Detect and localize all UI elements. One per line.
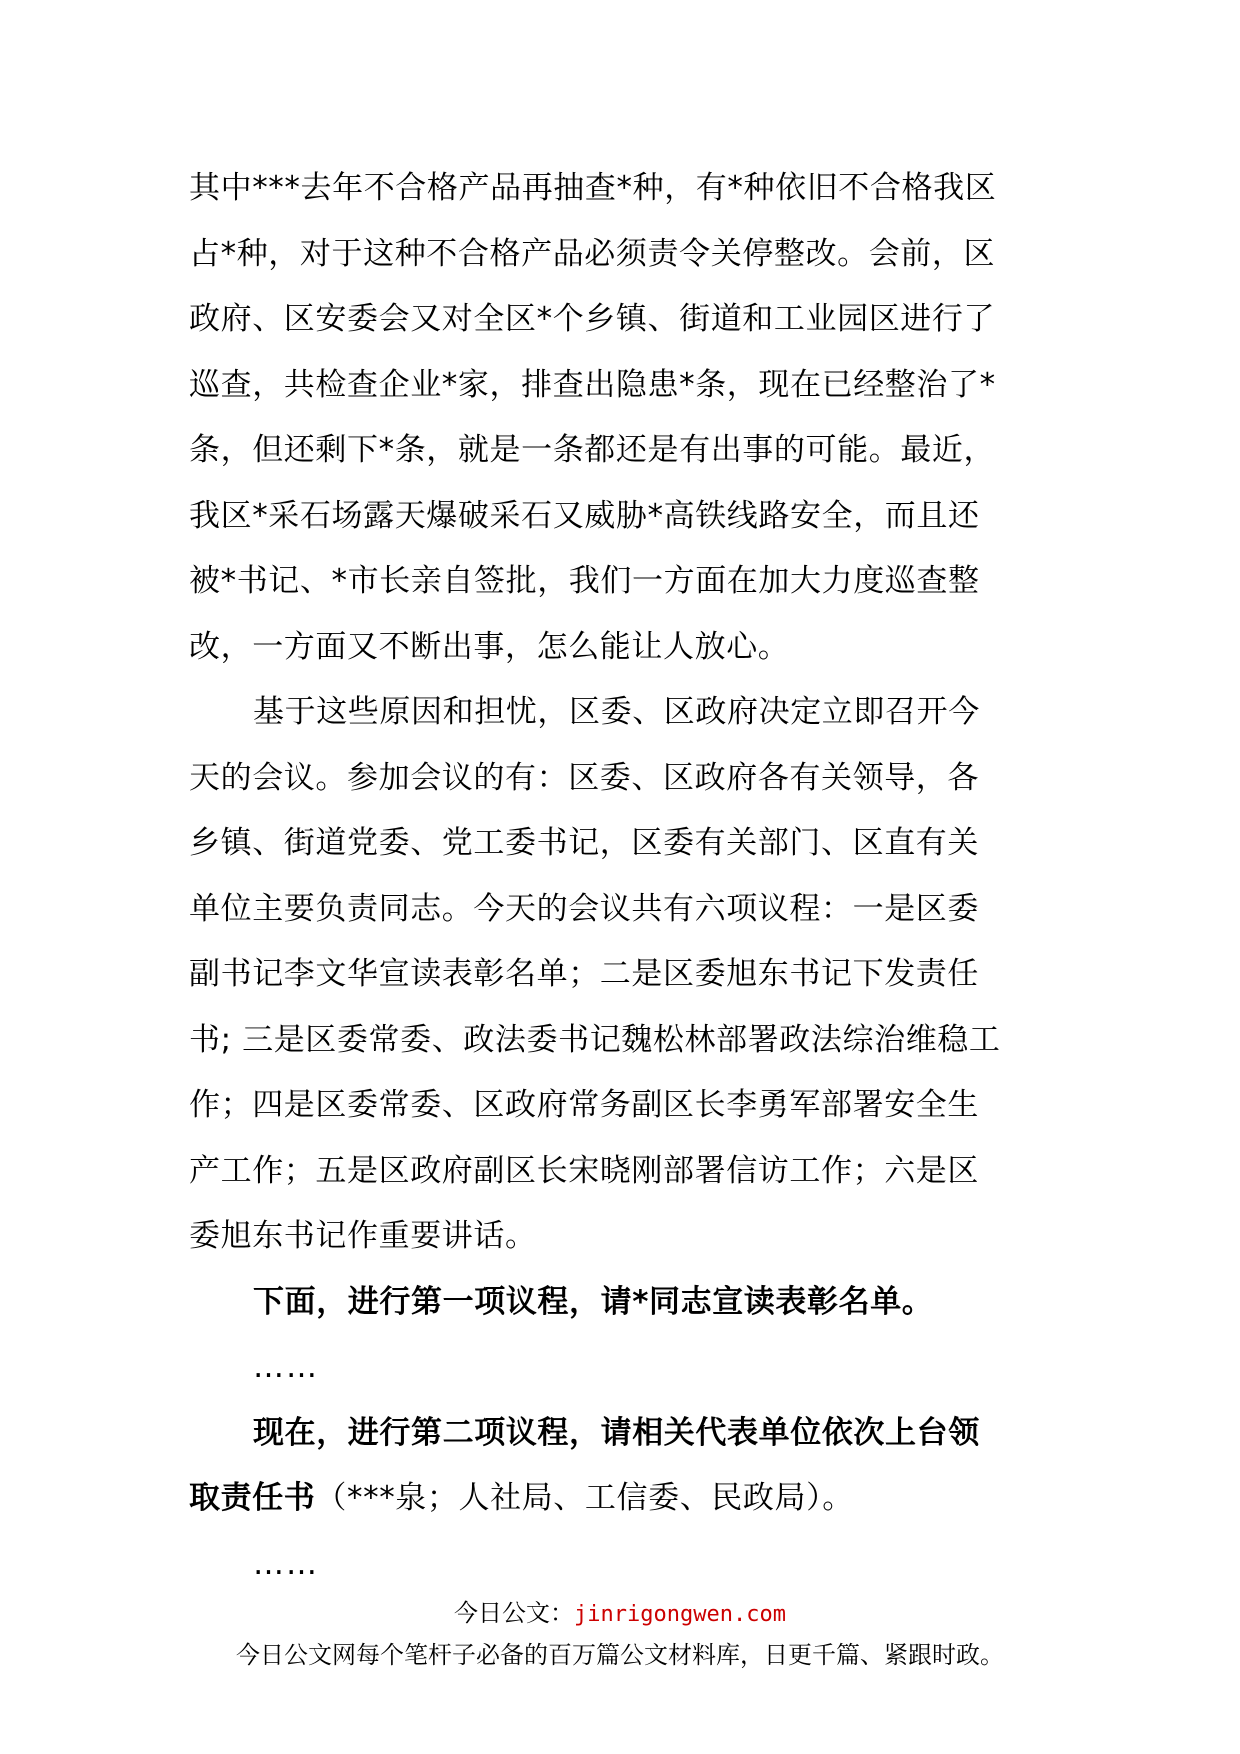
- paragraph-1: 其中***去年不合格产品再抽查*种，有*种依旧不合格我区 占*种，对于这种不合格产品必须责令关停整改。会前，区 政府、区安委会又对全区*个乡镇、街道和工业园区进行了 巡查，共检查企业*家，排查出隐患*条，现在已经整治了* 条，但还剩下*条，就是一条都还是有出事的可能。最近， 我区*采石场露天爆破采石又威胁*高铁线路安全，而且还 被*书记、*市长亲自签批，我们一方面在加大力度巡查整 改，一方面又不断出事，怎么能让人放心。: [189, 170, 997, 665]
- agenda-two-normal-text: （***泉；人社局、工信委、民政局）。: [315, 1480, 854, 1516]
- footer-url-link[interactable]: jinrigongwen.com: [574, 1602, 786, 1627]
- document-body: [189, 156, 1049, 1597]
- agenda-two-bold-text: 现在，进行第二项议程，请相关代表单位依次上台领 取责任书: [189, 1414, 980, 1516]
- paragraph-3-agenda-one: 下面，进行第一项议程，请*同志宣读表彰名单。: [253, 1283, 934, 1320]
- footer-label: 今日公文：: [454, 1599, 575, 1627]
- paragraph-2: 基于这些原因和担忧，区委、区政府决定立即召开今 天的会议。参加会议的有：区委、区政府各有关领导，各 乡镇、街道党委、党工委书记，区委有关部门、区直有关 单位主要负责同志。今天的会议共有六项议程：一是区委 副书记李文华宣读表彰名单；二是区委旭东书记下发责任 书; 三是区委常委、政法委书记魏松林部署政法综治维稳工 作；四是区委常委、区政府常务副区长李勇军部署安全生 产工作；五是区政府副区长宋晓刚部署信访工作；六是区 委旭东书记作重要讲话。: [189, 694, 1001, 1254]
- paragraph-4-agenda-two: [189, 1401, 1049, 1532]
- footer-source: [0, 1593, 1240, 1628]
- ellipsis-1: ……: [253, 1349, 319, 1385]
- footer-slogan: 今日公文网每个笔杆子必备的百万篇公文材料库，日更千篇、紧跟时政。: [236, 1641, 1004, 1669]
- ellipsis-2: ……: [253, 1545, 319, 1582]
